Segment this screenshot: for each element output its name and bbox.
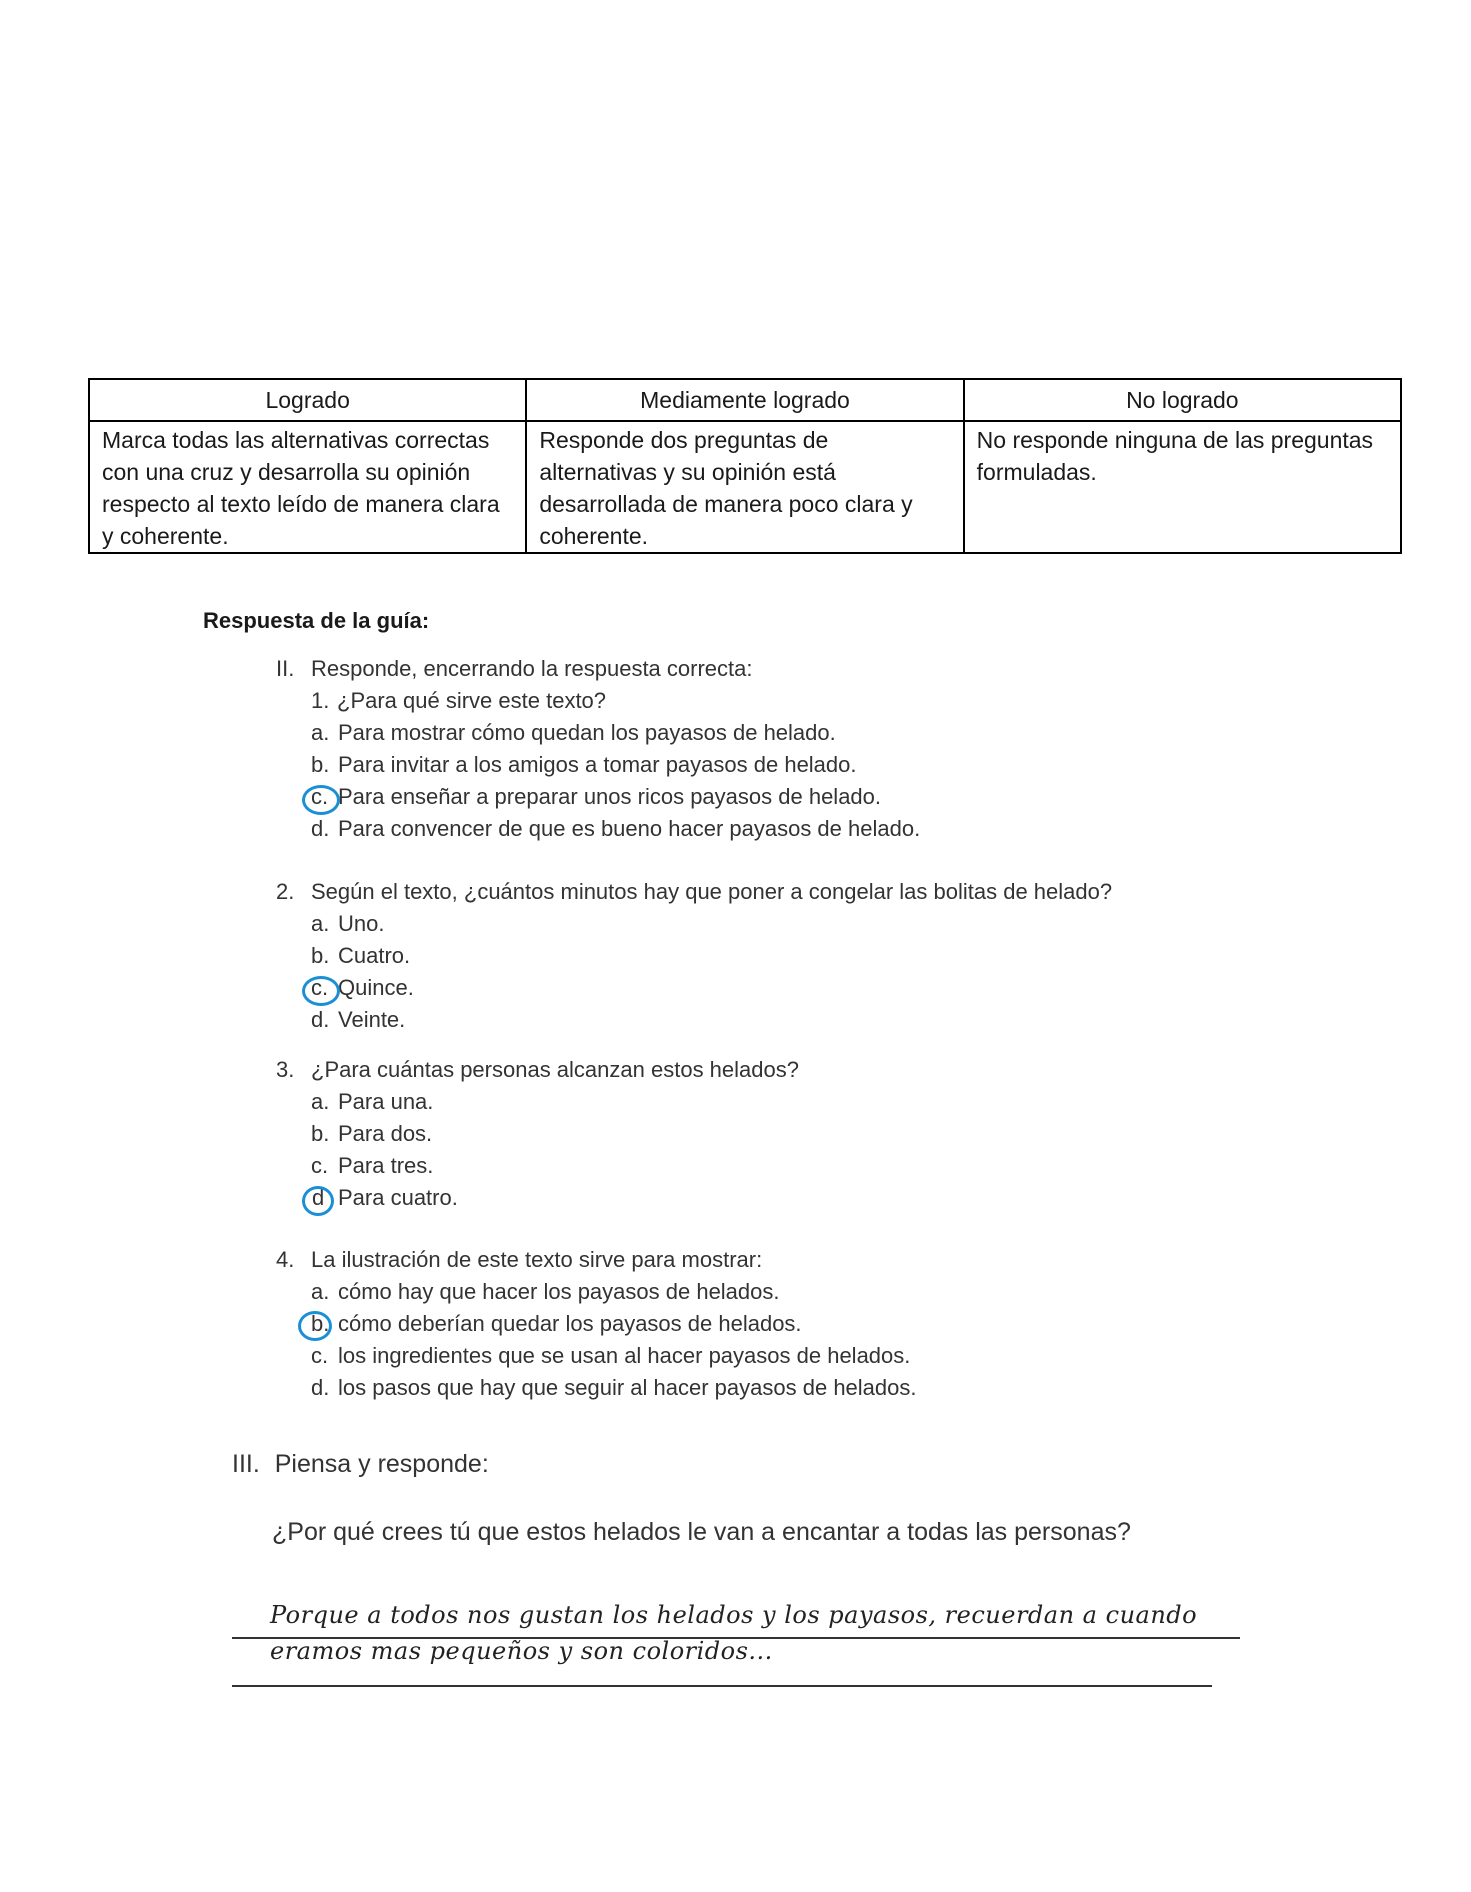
option-text: Para dos. — [338, 1121, 433, 1146]
option-letter: d. — [311, 1375, 330, 1400]
section-3-title: Piensa y responde: — [274, 1450, 489, 1478]
rubric-table — [88, 378, 1402, 554]
option-text: Quince. — [338, 975, 414, 1000]
option-letter: b. — [311, 1121, 330, 1146]
section-3-number: III. — [232, 1450, 260, 1478]
option-text: Para cuatro. — [338, 1185, 458, 1210]
answer-circle-q1 — [302, 785, 340, 815]
option-letter: d. — [311, 1007, 330, 1032]
section-3-question: ¿Por qué crees tú que estos helados le van a encantar a todas las personas? — [272, 1518, 1131, 1546]
option-text: los ingredientes que se usan al hacer payasos de helados. — [338, 1343, 911, 1368]
handwritten-answer-line-1: Porque a todos nos gustan los helados y los payasos, recuerdan a cuando — [270, 1601, 1198, 1629]
rubric-header-no-logrado: No logrado — [964, 379, 1401, 421]
answer-circle-q2 — [302, 976, 340, 1006]
option-letter: b. — [311, 943, 330, 968]
option-text: Uno. — [338, 911, 385, 936]
option-text: Para convencer de que es bueno hacer payasos de helado. — [338, 816, 921, 841]
rubric-header-row — [89, 379, 1401, 421]
option-letter: b. — [311, 1311, 330, 1336]
option-letter: c. — [311, 975, 329, 1000]
option-letter: a. — [311, 911, 330, 936]
section-3-heading — [232, 1450, 489, 1479]
option-text: cómo hay que hacer los payasos de helados. — [338, 1279, 780, 1304]
rubric-body-row — [89, 421, 1401, 553]
section-2-title: Responde, encerrando la respuesta correcta: — [311, 656, 753, 681]
option-text: cómo deberían quedar los payasos de helados. — [338, 1311, 802, 1336]
section-2-number: II. — [276, 656, 295, 681]
rubric-cell-mediamente: Responde dos preguntas de alternativas y su opinión está desarrollada de manera poco clara y coherente. — [526, 421, 963, 553]
option-letter: a. — [311, 1089, 330, 1114]
question-number: 3. — [276, 1057, 295, 1082]
handwritten-answer-line-2: eramos mas pequeños y son coloridos... — [270, 1637, 773, 1665]
option-letter: a. — [311, 1279, 330, 1304]
option-text: Para una. — [338, 1089, 434, 1114]
option-text: Para invitar a los amigos a tomar payasos de helado. — [338, 752, 857, 777]
option-text: Para tres. — [338, 1153, 434, 1178]
option-letter: c. — [311, 784, 329, 809]
option-letter: b. — [311, 752, 330, 777]
rubric-header-logrado: Logrado — [89, 379, 526, 421]
option-letter: d. — [311, 816, 330, 841]
option-text: Para enseñar a preparar unos ricos payasos de helado. — [338, 784, 882, 809]
rubric-cell-logrado: Marca todas las alternativas correctas con una cruz y desarrolla su opinión respecto al texto leído de manera clara y coherente. — [89, 421, 526, 553]
rubric-header-mediamente: Mediamente logrado — [526, 379, 963, 421]
option-letter: c. — [311, 1153, 329, 1178]
option-letter: d — [312, 1185, 325, 1210]
rubric-cell-no-logrado: No responde ninguna de las preguntas formuladas. — [964, 421, 1401, 553]
question-text: Según el texto, ¿cuántos minutos hay que poner a congelar las bolitas de helado? — [311, 879, 1113, 904]
option-letter: c. — [311, 1343, 329, 1368]
question-text: La ilustración de este texto sirve para mostrar: — [311, 1247, 763, 1272]
answer-rule-2 — [232, 1685, 1212, 1687]
option-letter: a. — [311, 720, 330, 745]
question-number: 1. — [311, 688, 330, 713]
answer-circle-q4 — [298, 1311, 332, 1341]
question-text: ¿Para qué sirve este texto? — [337, 688, 607, 713]
question-number: 4. — [276, 1247, 295, 1272]
option-text: los pasos que hay que seguir al hacer payasos de helados. — [338, 1375, 917, 1400]
option-text: Cuatro. — [338, 943, 411, 968]
answers-heading: Respuesta de la guía: — [203, 608, 430, 633]
question-text: ¿Para cuántas personas alcanzan estos helados? — [311, 1057, 799, 1082]
option-text: Para mostrar cómo quedan los payasos de helado. — [338, 720, 836, 745]
option-text: Veinte. — [338, 1007, 406, 1032]
question-number: 2. — [276, 879, 295, 904]
answer-circle-q3 — [302, 1186, 334, 1216]
